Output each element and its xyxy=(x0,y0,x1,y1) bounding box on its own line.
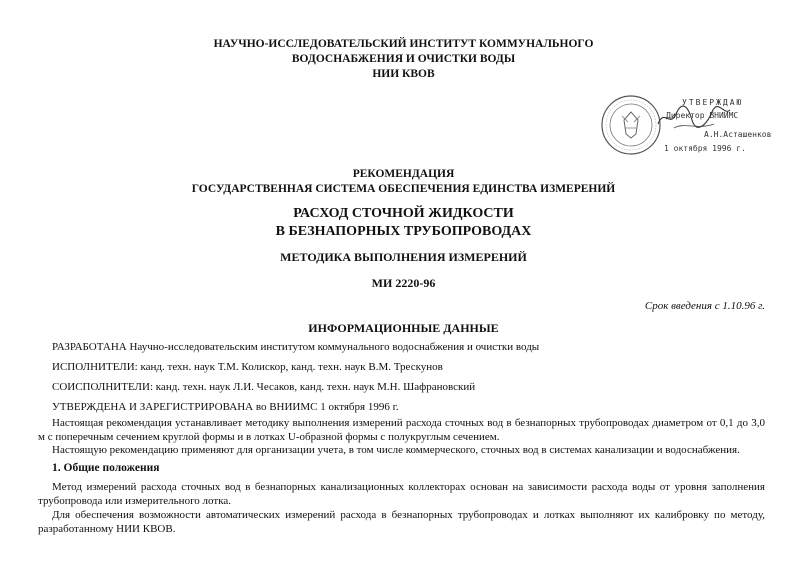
document-title-line-1: РАСХОД СТОЧНОЙ ЖИДКОСТИ xyxy=(293,206,514,221)
institute-line-3: НИИ КВОВ xyxy=(372,68,435,80)
section-1-paragraph-1: Метод измерений расхода сточных вод в безнапорных канализационных коллекторах основан на зависимости расхода воды от уровня заполнения трубопровода или измерительного лотка. xyxy=(38,481,765,507)
info-developed: РАЗРАБОТАНА Научно-исследовательским институтом коммунального водоснабжения и очистки воды xyxy=(52,341,540,353)
institute-line-1: НАУЧНО-ИССЛЕДОВАТЕЛЬСКИЙ ИНСТИТУТ КОММУНАЛЬНОГО xyxy=(213,38,594,50)
measurement-system: ГОСУДАРСТВЕННАЯ СИСТЕМА ОБЕСПЕЧЕНИЯ ЕДИНСТВА ИЗМЕРЕНИЙ xyxy=(191,183,616,195)
info-performers: ИСПОЛНИТЕЛИ: канд. техн. наук Т.М. Колискор, канд. техн. наук В.М. Трескунов xyxy=(52,361,443,373)
info-heading: ИНФОРМАЦИОННЫЕ ДАННЫЕ xyxy=(308,321,499,335)
institute-line-2: ВОДОСНАБЖЕНИЯ И ОЧИСТКИ ВОДЫ xyxy=(291,53,516,65)
stamp-name: А.Н.Асташенков xyxy=(704,130,772,139)
recommendation-label: РЕКОМЕНДАЦИЯ xyxy=(352,168,455,180)
institute-header xyxy=(0,37,807,82)
info-coperformers: СОИСПОЛНИТЕЛИ: канд. техн. наук Л.И. Чесаков, канд. техн. наук М.Н. Шафрановский xyxy=(52,381,476,393)
seal-icon xyxy=(600,94,662,156)
section-1-paragraph-2: Для обеспечения возможности автоматических измерений расхода в безнапорных трубопроводах и лотках выполняют их калибровку по методу, разработанному НИИ КВОВ. xyxy=(38,509,765,535)
section-1-heading: 1. Общие положения xyxy=(52,462,160,474)
document-code: МИ 2220-96 xyxy=(371,276,436,290)
stamp-director: Директор ВНИИМС xyxy=(666,111,739,120)
usage-paragraph: Настоящую рекомендацию применяют для организации учета, в том числе коммерческого, сточных вод в системах канализации и водоснабжения. xyxy=(52,444,740,456)
stamp-approved: УТВЕРЖДАЮ xyxy=(682,98,744,107)
effective-date: Срок введения с 1.10.96 г. xyxy=(644,300,765,312)
info-approved: УТВЕРЖДЕНА И ЗАРЕГИСТРИРОВАНА во ВНИИМС 1 октября 1996 г. xyxy=(52,401,399,413)
approval-stamp xyxy=(596,92,786,164)
stamp-date: 1 октября 1996 г. xyxy=(664,144,746,153)
document-title-line-2: В БЕЗНАПОРНЫХ ТРУБОПРОВОДАХ xyxy=(275,224,532,239)
method-subtitle: МЕТОДИКА ВЫПОЛНЕНИЯ ИЗМЕРЕНИЙ xyxy=(280,250,527,264)
scope-paragraph: Настоящая рекомендация устанавливает методику выполнения измерений расхода сточных вод в безнапорных трубопроводах диаметром от 0,1 до 3,0 м с поперечным сечением круглой формы и в лотках U-образной формы с полукруглым сечением. xyxy=(38,417,765,443)
